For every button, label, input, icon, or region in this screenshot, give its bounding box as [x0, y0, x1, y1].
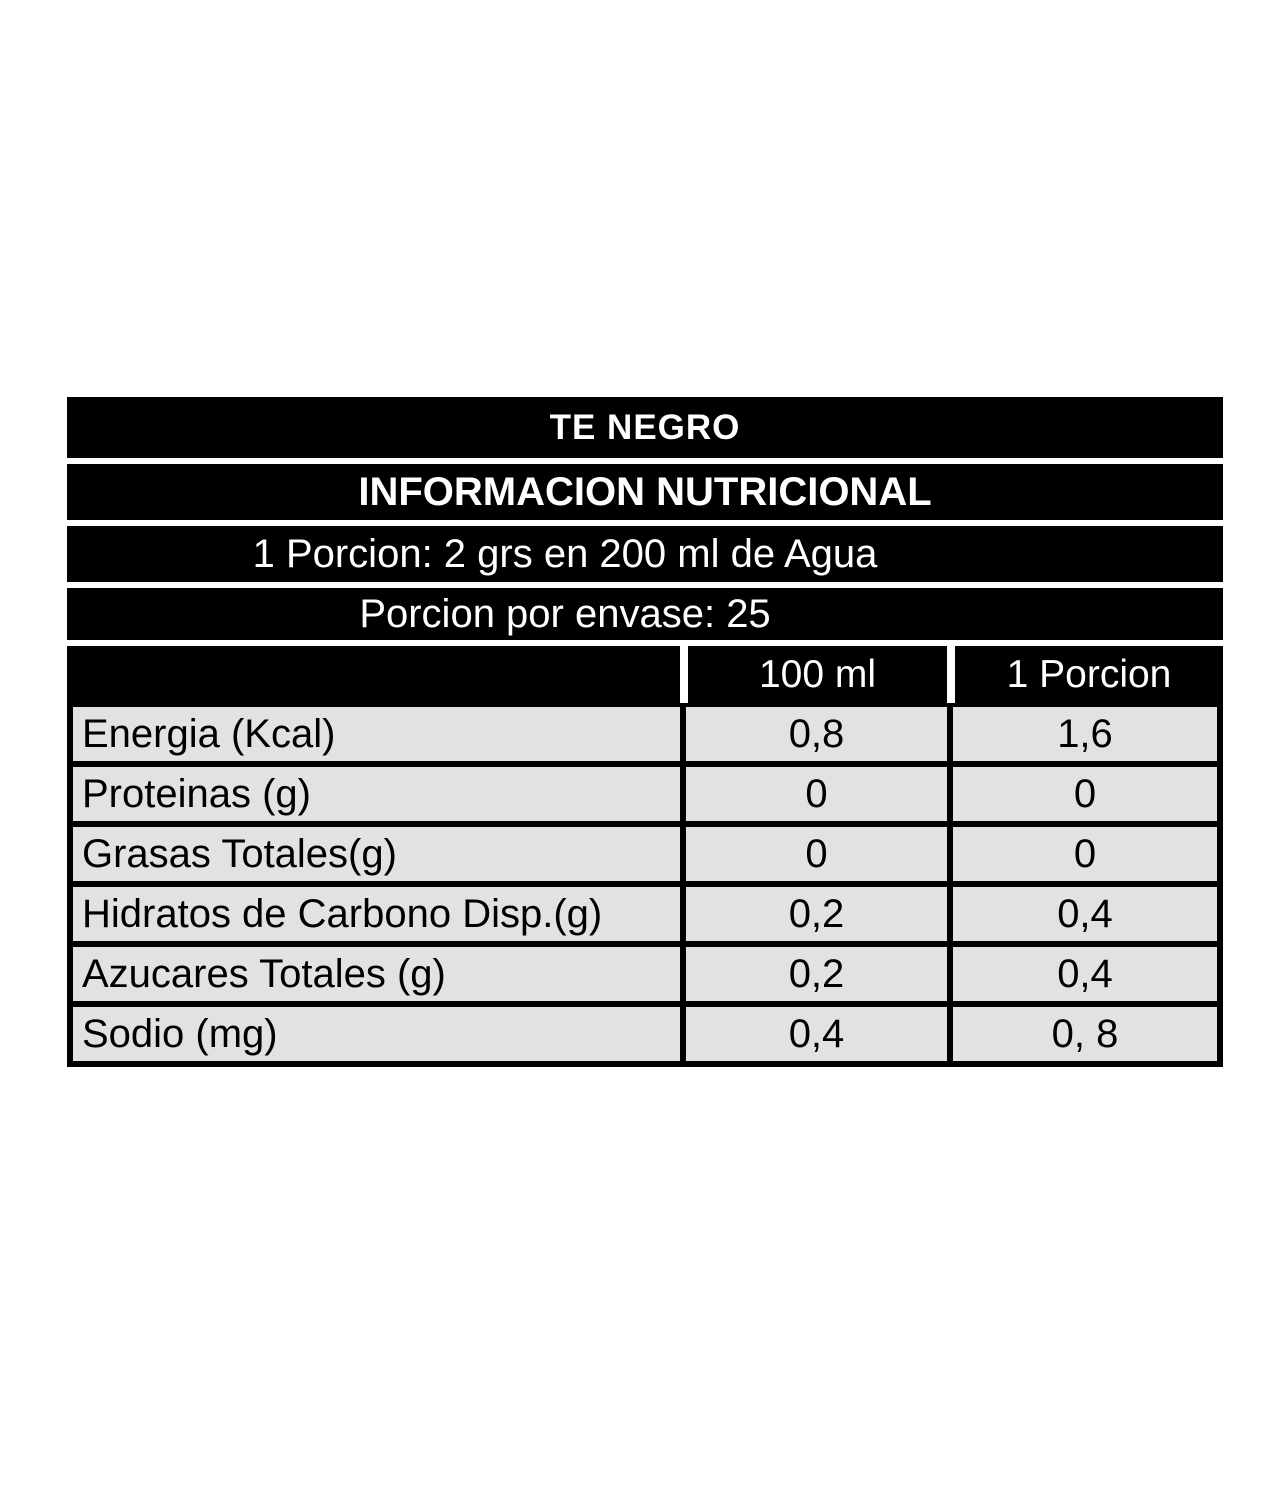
value-per-100ml: 0 — [686, 767, 947, 821]
nutrient-label: Grasas Totales(g) — [73, 827, 680, 881]
value-per-portion: 0,4 — [953, 887, 1217, 941]
table-row-grasas-totales — [73, 827, 1217, 881]
value-per-100ml: 0 — [686, 827, 947, 881]
nutrient-rows-section — [67, 703, 1223, 1067]
nutrient-label: Sodio (mg) — [73, 1007, 680, 1061]
column-header-1porcion: 1 Porcion — [947, 646, 1223, 703]
nutrient-label: Hidratos de Carbono Disp.(g) — [73, 887, 680, 941]
column-header-100ml: 100 ml — [680, 646, 947, 703]
product-title: TE NEGRO — [67, 397, 1223, 464]
value-per-portion: 0 — [953, 767, 1217, 821]
value-per-100ml: 0,8 — [686, 707, 947, 761]
table-row-proteinas — [73, 767, 1217, 821]
table-row-azucares-totales — [73, 947, 1217, 1001]
value-per-100ml: 0,2 — [686, 947, 947, 1001]
value-per-portion: 0, 8 — [953, 1007, 1217, 1061]
nutrition-info-heading: INFORMACION NUTRICIONAL — [67, 464, 1223, 526]
nutrient-label: Azucares Totales (g) — [73, 947, 680, 1001]
value-per-portion: 0,4 — [953, 947, 1217, 1001]
table-row-sodio — [73, 1007, 1217, 1061]
table-row-hidratos-carbono — [73, 887, 1217, 941]
value-per-portion: 1,6 — [953, 707, 1217, 761]
table-row-energia — [73, 707, 1217, 761]
column-header-row — [67, 646, 1223, 703]
nutrition-facts-table — [67, 397, 1223, 1067]
nutrient-label: Energia (Kcal) — [73, 707, 680, 761]
column-header-blank — [67, 646, 680, 703]
serving-size-text: 1 Porcion: 2 grs en 200 ml de Agua — [67, 526, 1223, 588]
value-per-portion: 0 — [953, 827, 1217, 881]
servings-per-container-text: Porcion por envase: 25 — [67, 588, 1223, 646]
value-per-100ml: 0,4 — [686, 1007, 947, 1061]
value-per-100ml: 0,2 — [686, 887, 947, 941]
nutrient-label: Proteinas (g) — [73, 767, 680, 821]
